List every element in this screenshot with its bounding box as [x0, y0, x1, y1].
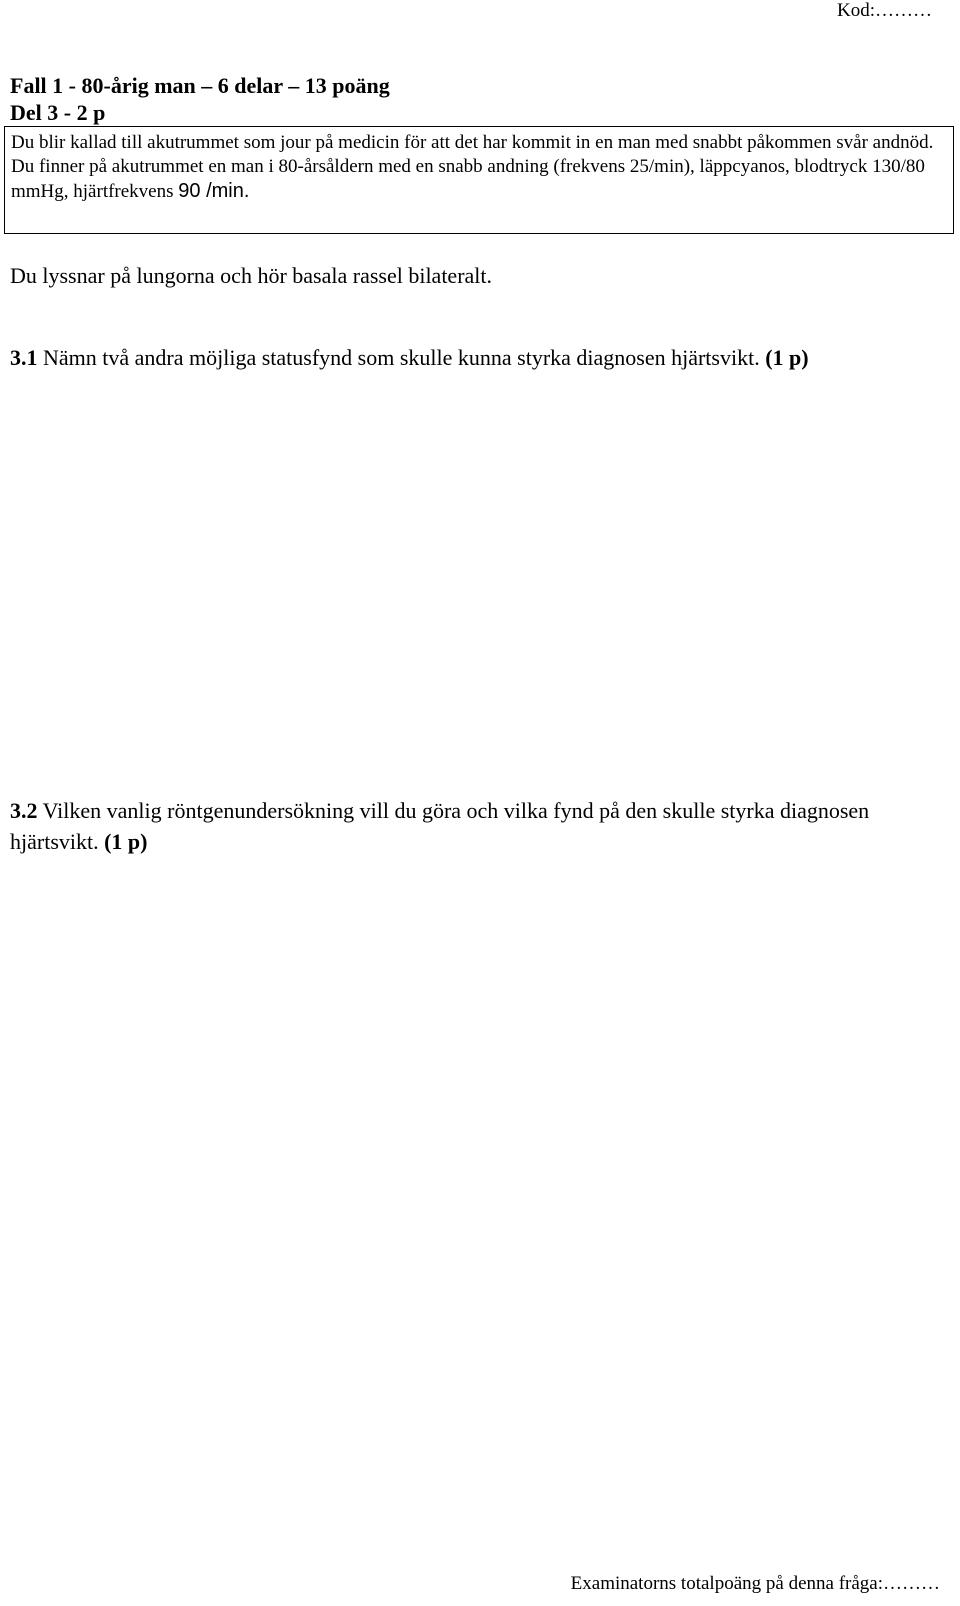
case-intro-text: Du finner på akutrummet en man i 80-årsåldern med en snabb andning (frekvens 25/min), läppcyanos, blodtryck 130/80 mmHg, hjärtfrekvens [11, 156, 925, 202]
case-title: Fall 1 - 80-årig man – 6 delar – 13 poäng [10, 73, 390, 98]
question-text: Nämn två andra möjliga statusfynd som skulle kunna styrka diagnosen hjärtsvikt. [37, 345, 766, 370]
case-description-box [4, 126, 954, 234]
question-text: Vilken vanlig röntgenundersökning vill du göra och vilka fynd på den skulle styrka diagnosen hjärtsvikt. [10, 798, 870, 854]
question-number: 3.2 [10, 798, 38, 823]
auscultation-finding: Du lyssnar på lungorna och hör basala rassel bilateralt. [10, 263, 493, 288]
examiner-score-label: Examinatorns totalpoäng på denna fråga:……… [570, 1573, 940, 1594]
case-intro-paragraph-2 [11, 155, 947, 204]
question-3-2 [10, 795, 910, 857]
code-label: Kod:……… [837, 0, 932, 21]
question-3-1 [10, 342, 809, 373]
heart-rate-value: 90 /min. [178, 180, 250, 202]
part-title: Del 3 - 2 p [10, 100, 106, 125]
question-points: (1 p) [765, 345, 809, 370]
question-points: (1 p) [104, 829, 148, 854]
case-intro-paragraph-1: Du blir kallad till akutrummet som jour på medicin för att det har kommit in en man med snabbt påkommen svår andnöd. [11, 132, 934, 153]
question-number: 3.1 [10, 345, 38, 370]
